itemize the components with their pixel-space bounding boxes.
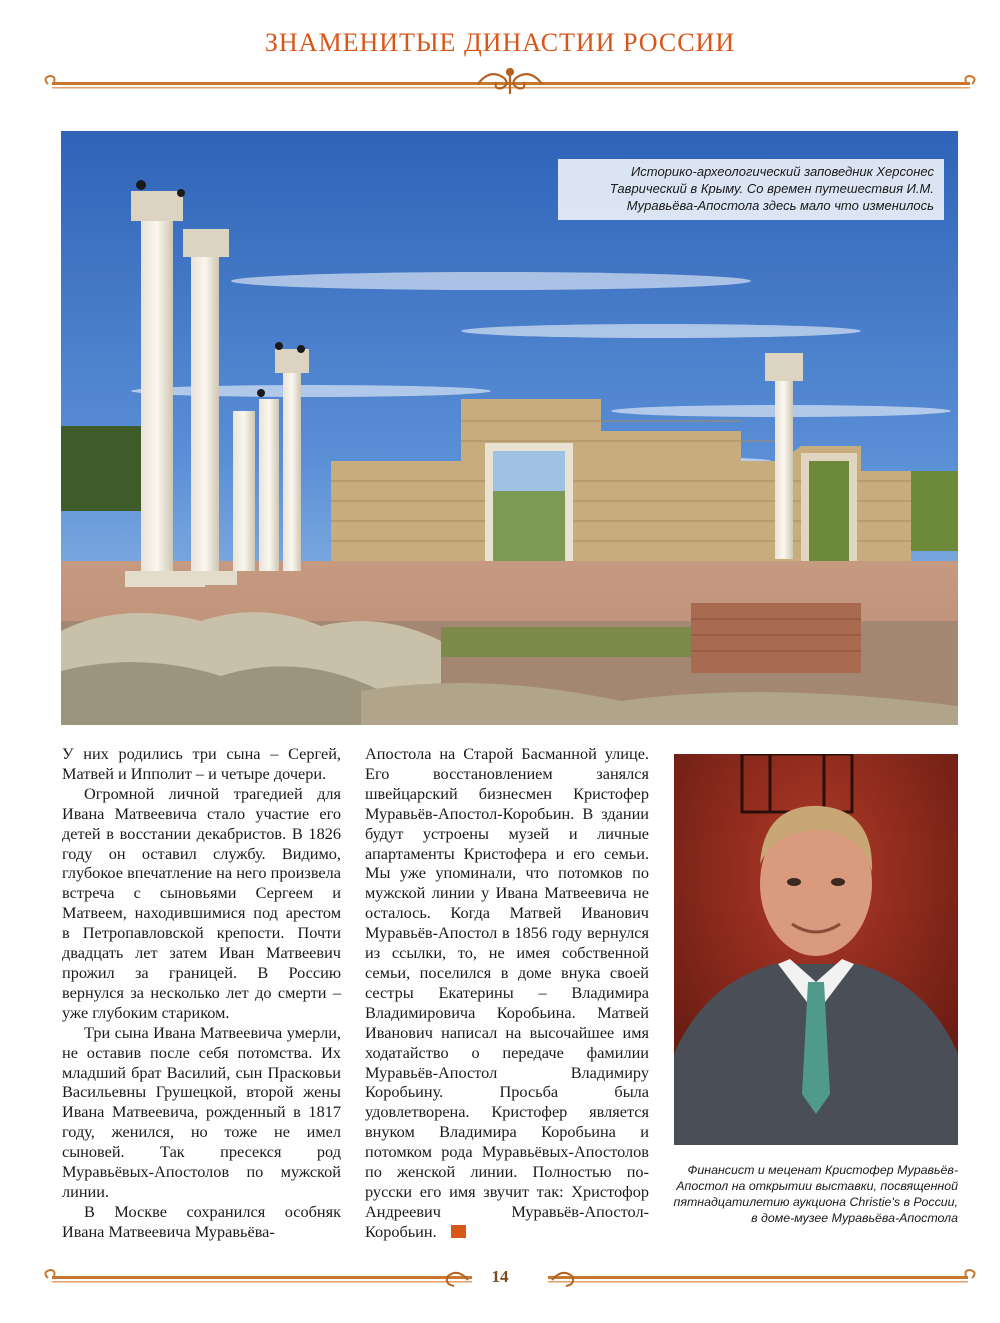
page-number: 14: [491, 1267, 509, 1286]
ruins-illustration: [61, 131, 958, 725]
paragraph: В Москве сохранился особняк Ивана Матвеевича Муравьёва-: [62, 1201, 341, 1241]
paragraph-with-end-mark: [365, 744, 649, 1242]
main-photo-chersonesus: [61, 131, 958, 725]
paragraph: Три сына Ивана Матвеевича умерли, не оставив после себя потомства. Их младший брат Василий, сын Прасковьи Васильевны Грушецкой, второй жены Ивана Матвеевича, рожденный в 1817 году, женился, но тоже не имел сыновей. Так пресекся род Муравьёвых-Апостолов по мужской линии.: [62, 1022, 341, 1201]
article-column-1: [62, 744, 341, 1242]
running-header-title: ЗНАМЕНИТЫЕ ДИНАСТИИ РОССИИ: [264, 28, 736, 57]
paragraph-text: Апостола на Старой Басманной улице. Его восстановлением занялся швейцарский бизнесмен Кристофер Муравьёв-Апостол-Коробьин. В здании будут устроены музей и личные апартаменты Кристофера и его семьи. Мы уже упоминали, что потомков по мужской линии у Ивана Матвеевича не осталось. Когда Матвей Иванович Муравьёв-Апостол в 1856 году вернулся из ссылки, то, не имея собственной семьи, поселился в доме внука своей сестры Екатерины – Владимира Владимировича Коробьина. Матвей Иванович написал на высочайшее имя ходатайство о передаче фамилии Муравьёв-Апостол Владимиру Коробьину. Просьба была удовлетворена. Кристофер является внуком Владимира Коробьина и потомком рода Муравьёвых-Апостолов по женской линии. Полностью по-русски его имя звучит так: Христофор Андреевич Муравьёв-Апостол-Коробьин.: [365, 744, 649, 1241]
paragraph: Огромной личной трагедией для Ивана Матвеевича стало участие его детей в восстании декабристов. В 1826 году он оставил службу. Видимо, глубокое впечатление на него произвела встреча с сыновьями Сергеем и Матвеем, находившимися под арестом в Петропавловской крепости. Почти двадцать лет затем Иван Матвеевич прожил за границей. В Россию вернулся за несколько лет до смерти – уже глубоким стариком.: [62, 783, 341, 1022]
portrait-photo-caption: Финансист и меценат Кристофер Муравьёв-Апостол на открытии выставки, посвященной пятнадцатилетию аукциона Christie's в России, в доме-музее Муравьёва-Апостола: [673, 1163, 958, 1225]
header-ornament-divider: [38, 64, 982, 104]
article-column-2: [365, 744, 649, 1242]
end-of-article-mark: [451, 1225, 466, 1238]
portrait-photo: [674, 754, 958, 1145]
portrait-illustration: [674, 754, 958, 1145]
main-photo-caption: Историко-археологический заповедник Херсонес Таврический в Крыму. Со времен путешествия И.М. Муравьёва-Апостола здесь мало что изменилось: [558, 159, 944, 220]
paragraph: У них родились три сына – Сергей, Матвей и Ипполит – и четыре дочери.: [62, 744, 341, 783]
